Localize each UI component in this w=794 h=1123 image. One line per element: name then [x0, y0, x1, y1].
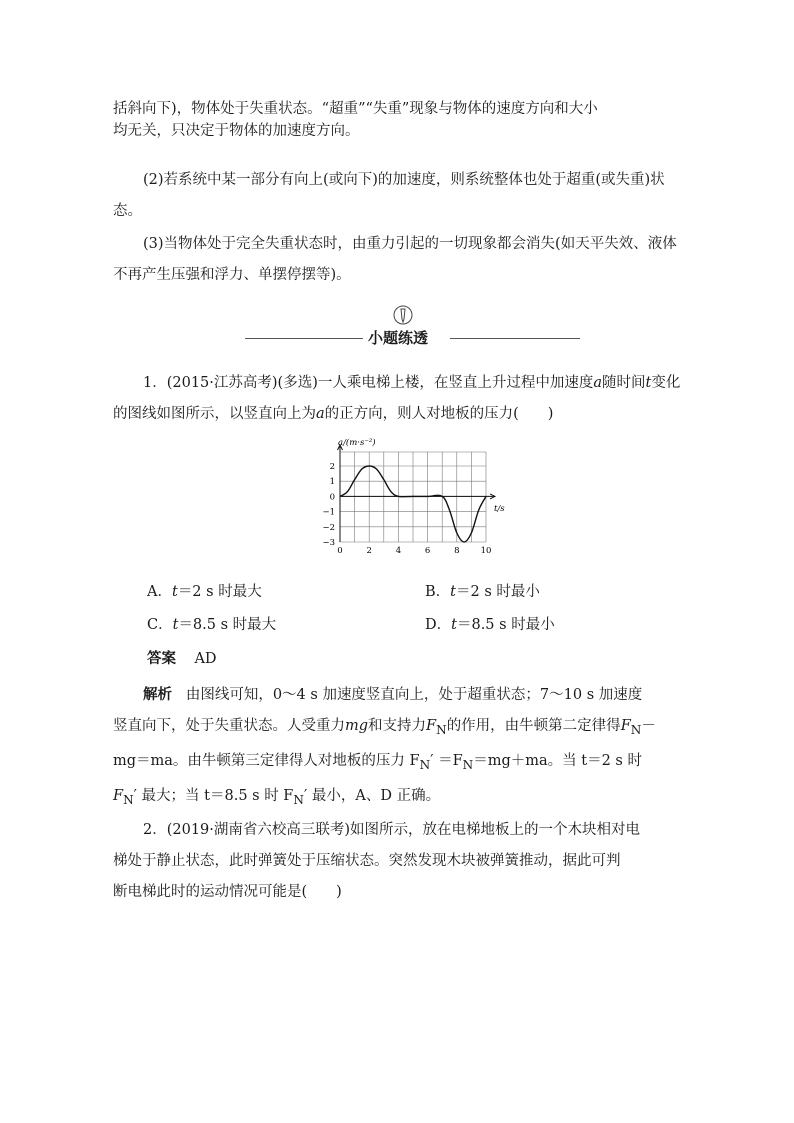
x-tick-label: 10: [480, 546, 492, 556]
q2-line: 梯处于静止状态，此时弹簧处于压缩状态。突然发现木块被弹簧推动，据此可判: [113, 853, 621, 869]
option-label: C．: [147, 617, 173, 633]
answer-value: AD: [194, 651, 217, 667]
option-label: B．: [425, 584, 451, 600]
acceleration-time-chart: [312, 436, 522, 564]
section-rule-right: [450, 338, 580, 339]
option-text: ＝2 s 时最大: [177, 584, 262, 600]
answer-label: 答案: [147, 651, 176, 667]
option-var: t: [451, 617, 457, 633]
pen-badge-icon: [392, 304, 414, 326]
x-tick-label: 8: [454, 546, 460, 556]
analysis: 解析 由图线可知，0～4 s 加速度竖直向上，处于超重状态；7～10 s 加速度 竖直向下，处于失重状态。人受重力mg和支持力$F_N$的作用，由牛顿第二定律得$F_N-$ mg＝ma。由牛顿第三定律得人对地板的压力 $F_N' =F_N=mg+ma$。当 t＝2 s 时 $F_N'$ 最大；当 t＝8.5 s 时 $F_N'$ 最小，A、D 正确。: [113, 687, 656, 807]
intro-paragraph-1: [113, 98, 683, 142]
analysis-text: 竖直向下，处于失重状态。人受重力: [113, 718, 345, 734]
section-title: 小题练透: [368, 329, 429, 347]
analysis-text: 的作用，由牛顿第二定律得: [446, 718, 621, 734]
y-tick-label: −2: [322, 522, 335, 533]
answer-line: [147, 647, 217, 668]
analysis-text: mg＝ma。由牛顿第三定律得人对地板的压力 F: [113, 752, 420, 769]
y-tick-label: 1: [329, 477, 335, 488]
option-a[interactable]: [147, 580, 262, 601]
option-text: ＝2 s 时最小: [455, 584, 540, 600]
q2-line: 断电梯此时的运动情况可能是( ): [113, 884, 342, 900]
y-tick-label: 2: [329, 462, 335, 472]
q1-stem-part: 变化的图线如图所示，以竖直向上为: [113, 375, 681, 422]
intro-paragraph-2: (2)若系统中某一部分有向上(或向下)的加速度，则系统整体也处于超重(或失重)状态。: [113, 172, 665, 219]
option-b[interactable]: [425, 580, 540, 601]
option-label: D．: [425, 617, 452, 633]
y-tick-label: −3: [322, 538, 335, 548]
x-tick-label: 2: [366, 546, 372, 556]
q1-stem-part: 随时间: [602, 375, 646, 391]
q1-stem-part: 1．(2015·江苏高考)(多选)一人乘电梯上楼，在竖直上升过程中加速度: [143, 375, 594, 391]
analysis-text: ＝F: [438, 752, 463, 769]
analysis-var: F: [426, 718, 437, 734]
analysis-text: ＝mg＋ma。当 t＝2 s 时: [473, 752, 642, 769]
section-header: [245, 318, 580, 352]
analysis-text: 和支持力: [368, 718, 427, 734]
intro-line-2: 均无关，只决定于物体的加速度方向。: [113, 123, 360, 139]
q1-var: a: [316, 406, 325, 422]
option-var: t: [171, 584, 178, 600]
option-d[interactable]: [425, 613, 555, 634]
q1-stem: [113, 368, 683, 430]
q2-line: 2．(2019·湖南省六校高三联考)如图所示，放在电梯地板上的一个木块相对电: [143, 822, 641, 838]
x-tick-label: 0: [337, 546, 343, 556]
section-rule-left: [245, 338, 363, 339]
q1-var: t: [645, 375, 652, 391]
option-text: ＝8.5 s 时最大: [178, 617, 277, 633]
q2-stem: [113, 815, 683, 908]
analysis-text: 最大；当 t＝8.5 s 时 F: [141, 787, 294, 804]
q1-stem-part: 的正方向，则人对地板的压力( ): [324, 406, 554, 422]
y-tick-label: 0: [329, 492, 335, 503]
option-var: t: [450, 584, 456, 600]
analysis-label: 解析: [143, 687, 172, 703]
analysis-var: mg: [345, 718, 369, 734]
x-tick-label: 4: [395, 546, 402, 556]
option-var: t: [172, 617, 179, 633]
chart-ylabel: a/(m·s⁻²): [338, 438, 376, 448]
option-label: A．: [147, 584, 172, 600]
option-text: ＝8.5 s 时最小: [456, 617, 555, 633]
y-tick-label: −1: [322, 507, 335, 518]
option-c[interactable]: [147, 613, 276, 634]
intro-line-1: 括斜向下)，物体处于失重状态。“超重”“失重”现象与物体的速度方向和大小: [113, 101, 598, 117]
analysis-text: 由图线可知，0～4 s 加速度竖直向上，处于超重状态；7～10 s 加速度: [185, 687, 643, 703]
intro-paragraph-3: (3)当物体处于完全失重状态时，由重力引起的一切现象都会消失(如天平失效、液体不再产生压强和浮力、单摆停摆等)。: [113, 236, 677, 283]
analysis-text: 最小，A、D 正确。: [311, 787, 441, 804]
analysis-subscript: N: [436, 722, 447, 737]
q1-var: a: [593, 375, 603, 391]
chart-xlabel: t/s: [494, 504, 505, 514]
x-tick-label: 6: [424, 546, 431, 556]
